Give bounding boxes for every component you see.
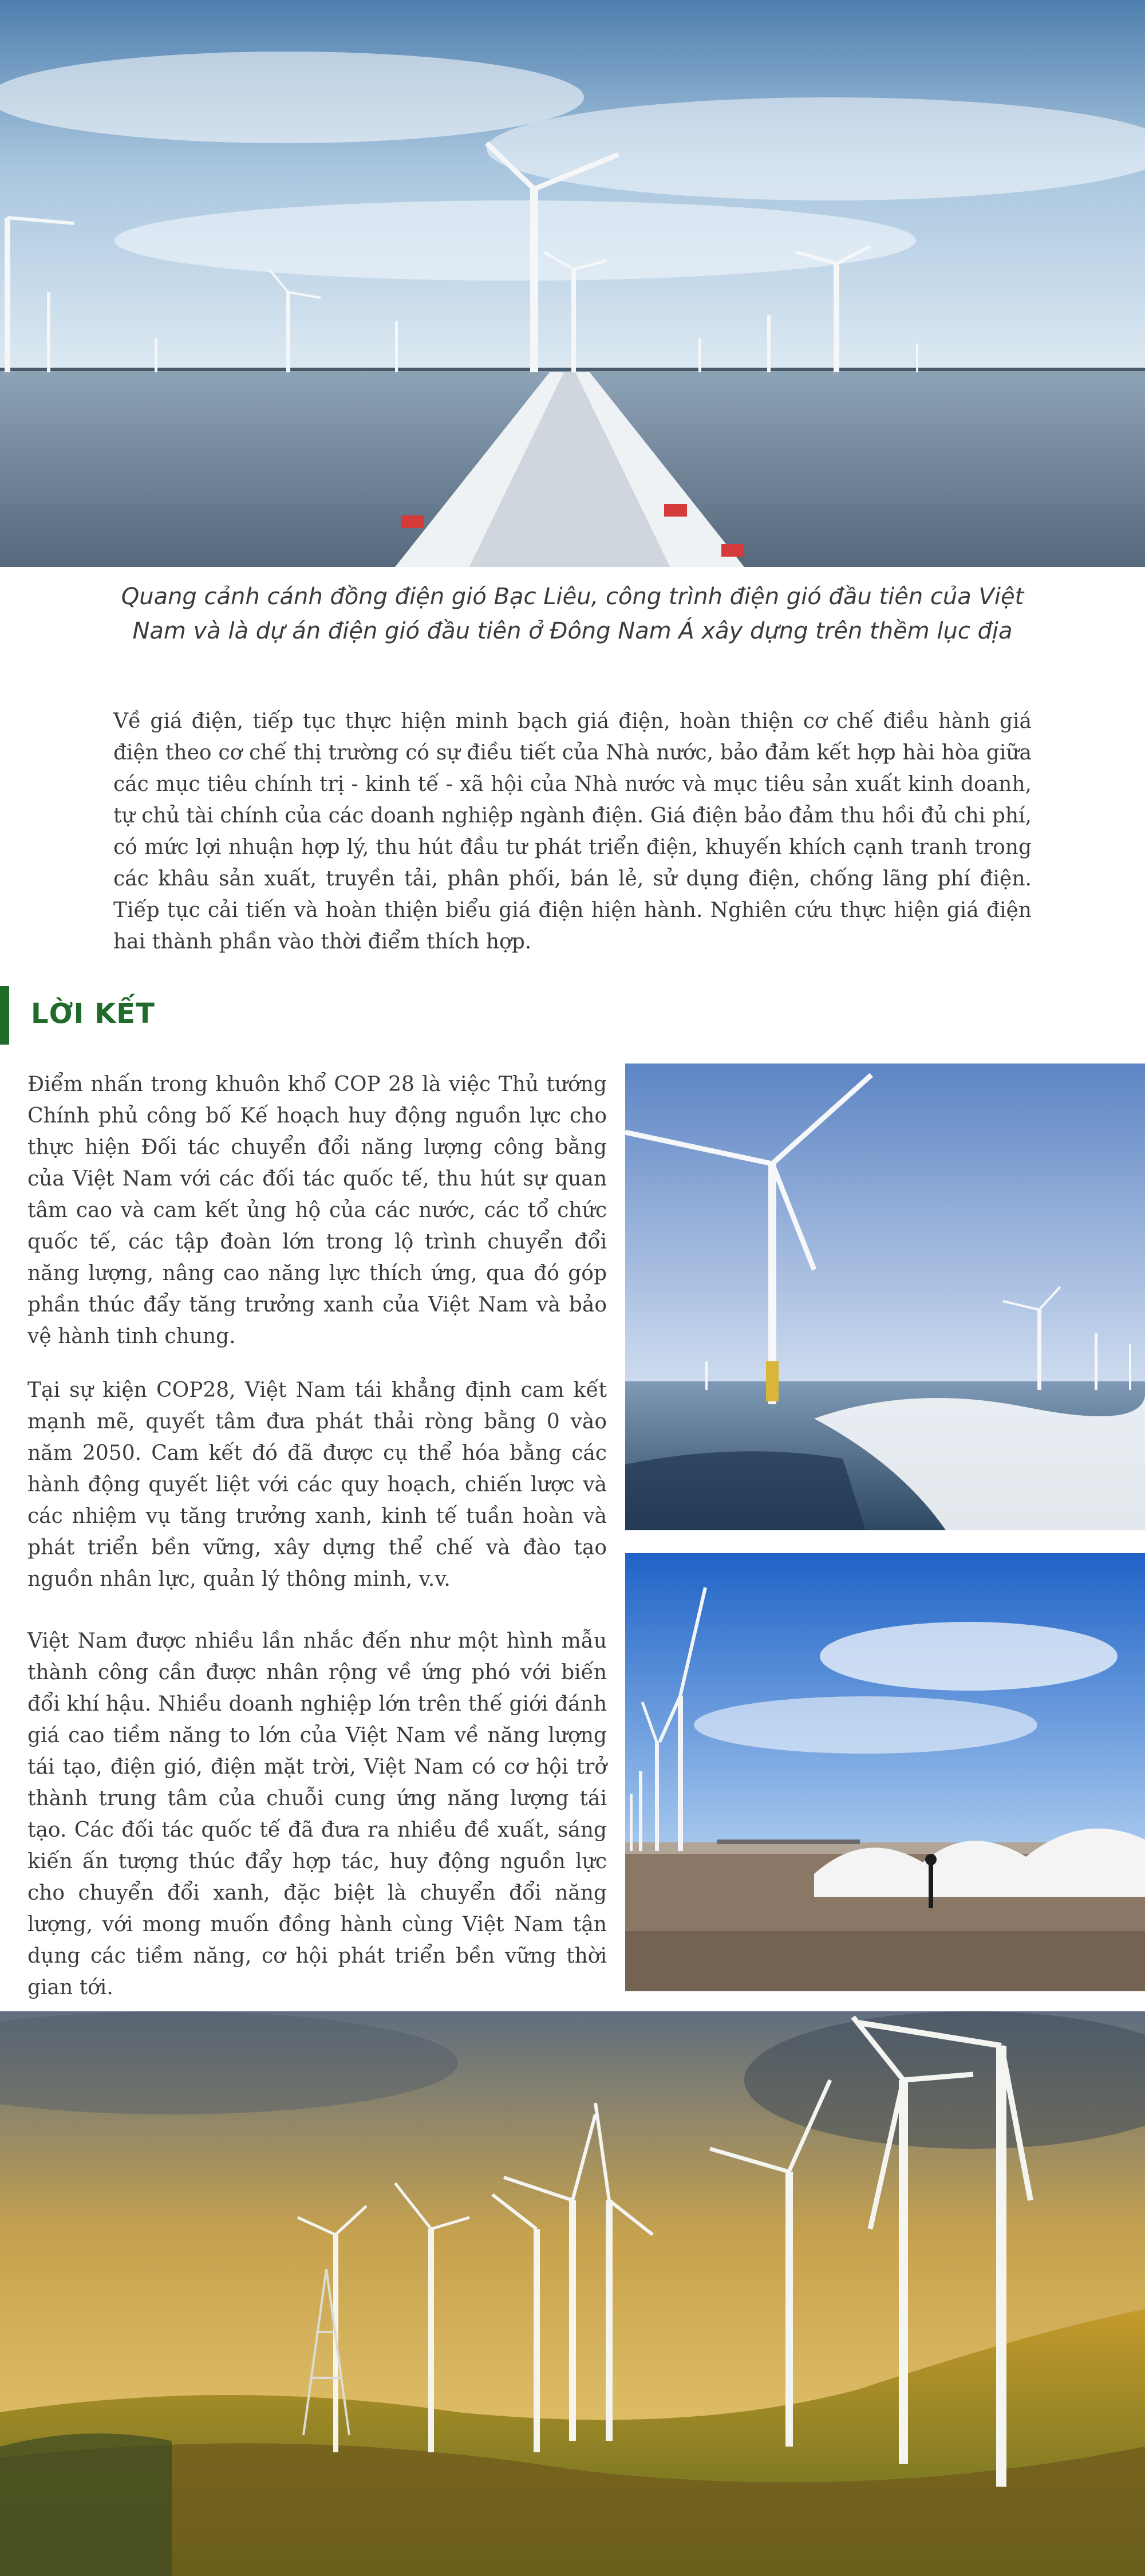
section-heading-bar [0,986,9,1045]
intro-paragraph: Về giá điện, tiếp tục thực hiện minh bạch giá điện, hoàn thiện cơ chế điều hành giá điện theo cơ chế thị trường có sự điều tiết của Nhà nước, bảo đảm kết hợp hài hòa giữa các mục tiêu chính trị - kinh tế - xã hội của Nhà nước và mục tiêu sản xuất kinh doanh, tự chủ tài chính của các doanh nghiệp ngành điện. Giá điện bảo đảm thu hồi đủ chi phí, có mức lợi nhuận hợp lý, thu hút đầu tư phát triển điện, khuyến khích cạnh tranh trong các khâu sản xuất, truyền tải, phân phối, bán lẻ, sử dụng điện, chống lãng phí điện. Tiếp tục cải tiến và hoàn thiện biểu giá điện hiện hành. Nghiên cứu thực hiện giá điện hai thành phần vào thời điểm thích hợp. [113,710,1032,954]
offshore-turbine-waves-photo [625,1064,1145,1530]
hero-caption: Quang cảnh cánh đồng điện gió Bạc Liêu, công trình điện gió đầu tiên của Việt Nam và là dự án điện gió đầu tiên ở Đông Nam Á xây dựng trên thềm lục địa [121,584,1024,644]
paragraph-net-zero-commitment: Tại sự kiện COP28, Việt Nam tái khẳng định cam kết mạnh mẽ, quyết tâm đưa phát thải ròng bằng 0 vào năm 2050. Cam kết đó đã được cụ thể hóa bằng các hành động quyết liệt với các quy hoạch, chiến lược và các nhiệm vụ tăng trưởng xanh, kinh tế tuần hoàn và phát triển bền vững, xây dựng thể chế và đào tạo nguồn nhân lực, quản lý thông minh, v.v. [27,1378,607,1591]
coastal-turbines-fishing-nets-photo [625,1553,1145,1991]
paragraph-cop28-highlight: Điểm nhấn trong khuôn khổ COP 28 là việc Thủ tướng Chính phủ công bố Kế hoạch huy động nguồn lực cho thực hiện Đối tác chuyển đổi năng lượng công bằng của Việt Nam với các đối tác quốc tế, thu hút sự quan tâm cao và cam kết ủng hộ của các nước, các tổ chức quốc tế, các tập đoàn lớn trong lộ trình chuyển đổi năng lượng, nâng cao năng lực thích ứng, qua đó góp phần thúc đẩy tăng trưởng xanh của Việt Nam và bảo vệ hành tinh chung. [27,1073,607,1348]
section-heading: LỜI KẾT [31,998,155,1030]
hero-photo-bac-lieu-wind-farm [0,0,1145,567]
paragraph-vietnam-model: Việt Nam được nhiều lần nhắc đến như một hình mẫu thành công cần được nhân rộng về ứng phó với biến đổi khí hậu. Nhiều doanh nghiệp lớn trên thế giới đánh giá cao tiềm năng to lớn của Việt Nam về năng lượng tái tạo, điện gió, điện mặt trời, Việt Nam có cơ hội trở thành trung tâm của chuỗi cung ứng năng lượng tái tạo. Các đối tác quốc tế đã đưa ra nhiều đề xuất, sáng kiến ấn tượng thúc đẩy hợp tác, huy động nguồn lực cho chuyển đổi xanh, đặc biệt là chuyển đổi năng lượng, với mong muốn đồng hành cùng Việt Nam tận dụng các tiềm năng, cơ hội phát triển bền vững thời gian tới. [27,1629,607,1999]
hillside-wind-farm-sunset-photo [0,2011,1145,2576]
